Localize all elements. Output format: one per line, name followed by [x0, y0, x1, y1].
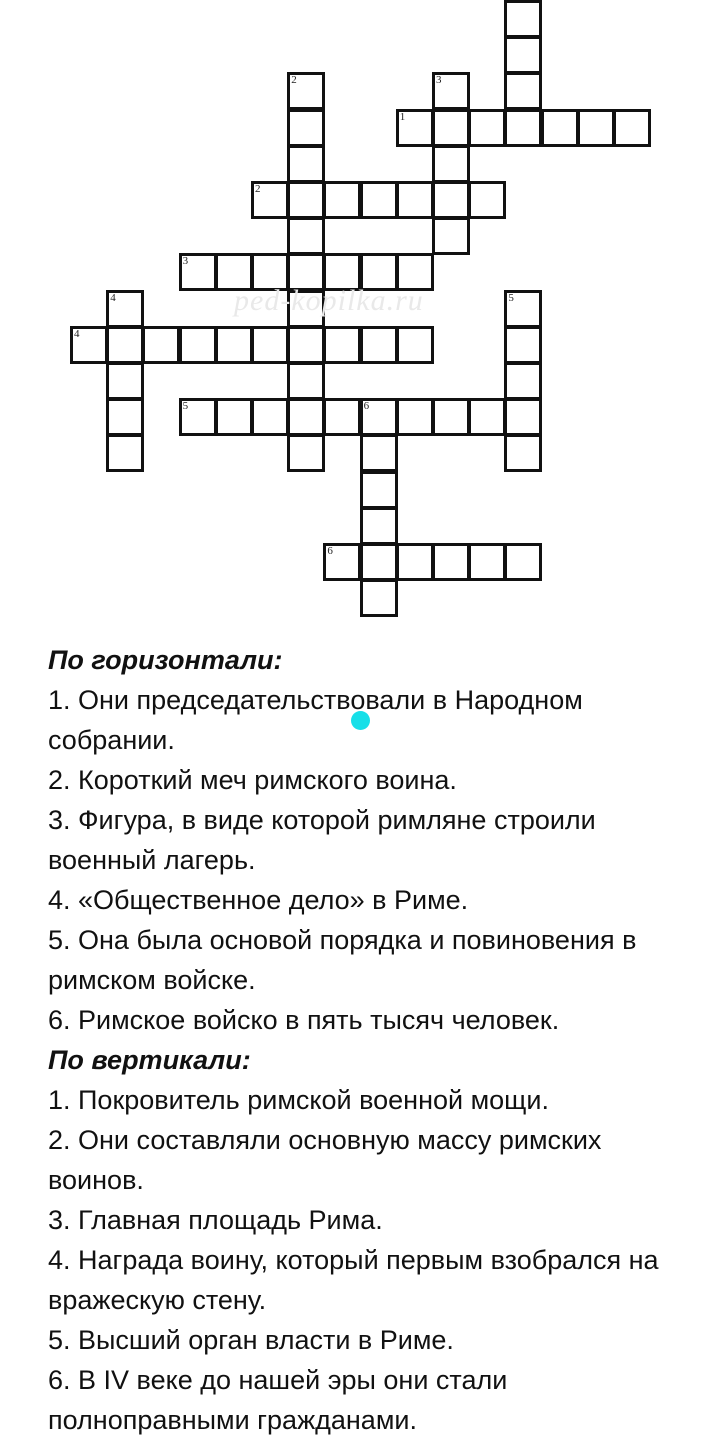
crossword-cell — [468, 181, 506, 219]
crossword-cell — [106, 326, 144, 364]
crossword-cell — [613, 109, 651, 147]
down-clue-5: 5. Высший орган власти в Риме. — [48, 1325, 454, 1355]
crossword-cell — [106, 398, 144, 436]
clue-number: 2 — [291, 74, 297, 87]
crossword-cell — [468, 543, 506, 581]
crossword-cell — [323, 181, 361, 219]
crossword-cell — [396, 326, 434, 364]
across-clue-3: 3. Фигура, в виде которой римляне строили военный лагерь. — [48, 805, 596, 875]
crossword-cell — [504, 109, 542, 147]
clue-number: 6 — [363, 400, 370, 413]
down-heading: По вертикали: — [48, 1045, 251, 1075]
clue-number: 5 — [508, 291, 514, 304]
crossword-cell — [287, 362, 325, 400]
crossword-cell — [323, 398, 361, 436]
clue-number: 1 — [399, 110, 406, 123]
crossword-cell — [396, 109, 434, 147]
crossword-cell — [106, 290, 144, 328]
down-clue-6: 6. В IV веке до нашей эры они стали полноправными гражданами. — [48, 1365, 508, 1435]
down-clue-1: 1. Покровитель римской военной мощи. — [48, 1085, 549, 1115]
crossword-cell — [287, 145, 325, 183]
crossword-cell — [106, 434, 144, 472]
crossword-cell — [287, 434, 325, 472]
crossword-cell — [179, 253, 217, 291]
crossword-cell — [287, 181, 325, 219]
across-clue-4: 4. «Общественное дело» в Риме. — [48, 885, 469, 915]
crossword-cell — [287, 109, 325, 147]
crossword-cell — [251, 326, 289, 364]
crossword-cell — [504, 36, 542, 74]
crossword-cell — [360, 579, 398, 617]
crossword-cell — [287, 326, 325, 364]
crossword-cell — [179, 398, 217, 436]
crossword-cell — [360, 543, 398, 581]
clue-number: 4 — [110, 291, 116, 304]
crossword-cell — [251, 398, 289, 436]
crossword-cell — [468, 398, 506, 436]
crossword-cell — [215, 326, 253, 364]
crossword-cell — [360, 434, 398, 472]
crossword-cell — [215, 398, 253, 436]
crossword-cell — [504, 0, 542, 38]
crossword-cell — [504, 543, 542, 581]
crossword-cell — [432, 72, 470, 110]
crossword-cell — [142, 326, 180, 364]
crossword-grid — [0, 0, 720, 620]
crossword-cell — [396, 398, 434, 436]
crossword-cell — [432, 145, 470, 183]
crossword-cell — [179, 326, 217, 364]
crossword-cell — [396, 543, 434, 581]
crossword-cell — [504, 434, 542, 472]
clue-number: 4 — [74, 327, 80, 340]
crossword-cell — [432, 543, 470, 581]
watermark: ped-kopilka.ru — [234, 284, 424, 317]
crossword-cell — [541, 109, 579, 147]
crossword-cell — [468, 109, 506, 147]
across-clue-5: 5. Она была основой порядка и повиновения в римском войске. — [48, 925, 637, 995]
crossword-cell — [432, 181, 470, 219]
crossword-cell — [432, 109, 470, 147]
crossword-cell — [504, 398, 542, 436]
crossword-cell — [287, 217, 325, 255]
crossword-cell — [287, 398, 325, 436]
clue-number: 6 — [327, 545, 333, 557]
across-clue-6: 6. Римское войско в пять тысяч человек. — [48, 1005, 560, 1035]
crossword-cell — [251, 181, 289, 219]
crossword-cell — [432, 398, 470, 436]
crossword-cell — [360, 326, 398, 364]
across-heading: По горизонтали: — [48, 645, 283, 675]
clue-number: 5 — [182, 400, 189, 413]
crossword-cell — [577, 109, 615, 147]
crossword-cell — [432, 217, 470, 255]
clue-number: 3 — [436, 74, 442, 87]
clue-number: 3 — [182, 255, 189, 268]
crossword-cell — [504, 290, 542, 328]
crossword-cell — [360, 181, 398, 219]
down-clue-4: 4. Награда воину, который первым взобрался на вражескую стену. — [48, 1245, 659, 1315]
crossword-cell — [396, 181, 434, 219]
crossword-cell — [360, 507, 398, 545]
crossword-cell — [360, 398, 398, 436]
across-clue-2: 2. Короткий меч римского воина. — [48, 765, 457, 795]
crossword-cell — [287, 72, 325, 110]
crossword-cell — [504, 362, 542, 400]
crossword-cell — [323, 326, 361, 364]
crossword-cell — [106, 362, 144, 400]
crossword-cell — [504, 72, 542, 110]
crossword-cell — [70, 326, 108, 364]
clues-section — [48, 640, 698, 1440]
down-clue-2: 2. Они составляли основную массу римских воинов. — [48, 1125, 602, 1195]
across-clue-1: 1. Они председательствовали в Народном собрании. — [48, 685, 583, 755]
down-clue-3: 3. Главная площадь Рима. — [48, 1205, 383, 1235]
crossword-cell — [504, 326, 542, 364]
crossword-cell — [360, 471, 398, 509]
clue-number: 2 — [255, 183, 261, 195]
crossword-cell — [323, 543, 361, 581]
